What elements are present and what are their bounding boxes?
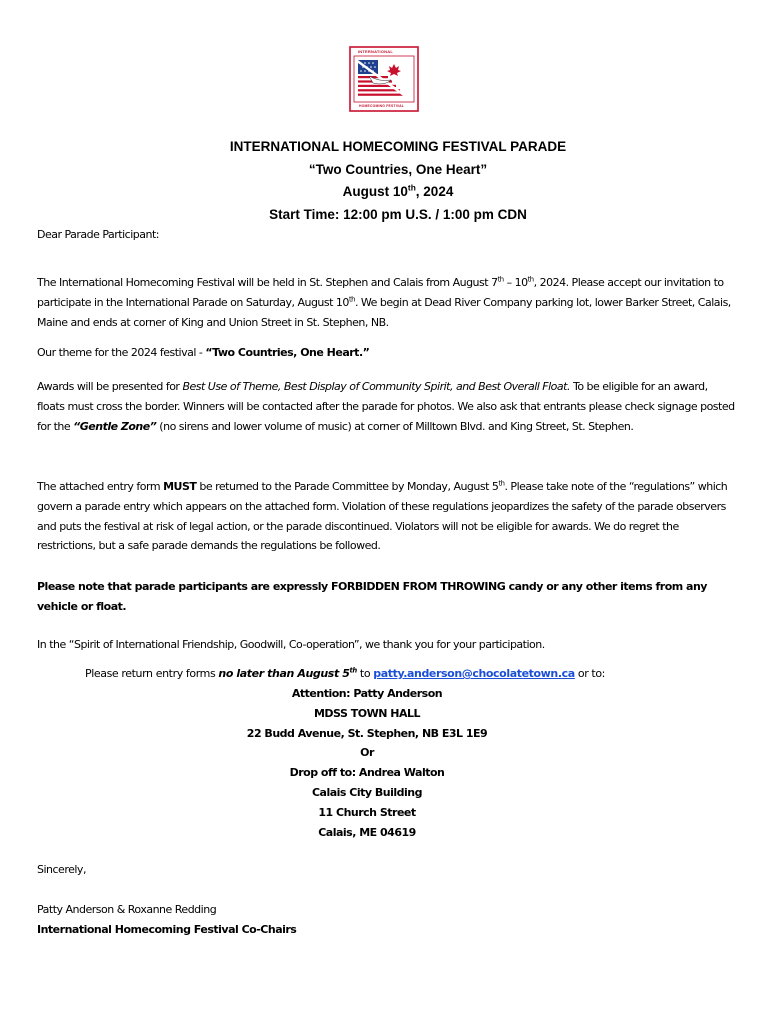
p1-sup-3: th [348,295,355,304]
signer-role: International Homecoming Festival Co-Chairs [37,922,297,936]
parade-date-sup: th [407,182,416,193]
return-deadline [218,667,356,680]
p3-text-c: (no sirens and lower volume of music) at corner of Milltown Blvd. and King Street, St. Stephen. [156,419,634,433]
p4-must: MUST [163,480,197,493]
p3-awards: Best Use of Theme, Best Display of Community Spirit, and Best Overall Float. [182,380,570,393]
paragraph-awards [37,377,737,436]
p1-text-a: The International Homecoming Festival will be held in St. Stephen and Calais from August 7 [37,276,498,289]
address-line: Calais, ME 04619 [318,825,416,839]
p1-text-d: . We begin at Dead River Company parking lot, lower Barker Street, Calais, Maine and ends at corner of King and Union Street in St. Stephen, NB. [37,295,731,329]
email-link[interactable]: patty.anderson@chocolatetown.ca [373,667,575,680]
return-instructions [37,664,737,684]
p4-text-b: be returned to the Parade Committee by Monday, August 5 [196,480,499,493]
return-deadline-text: no later than August 5 [218,667,350,680]
p3-gentle-zone: “Gentle Zone” [73,419,157,433]
address-line: Or [360,746,374,760]
paragraph-no-throwing: Please note that parade participants are expressly FORBIDDEN FROM THROWING candy or any other items from any vehicle or float. [37,580,707,613]
return-to: to [356,667,374,680]
p1-sup-1: th [497,275,504,284]
p1-sup-2: th [527,275,534,284]
p3-text-b: To be eligible for an award, floats must cross the border. Winners will be contacted after the parade for photos. We also ask that entrants please check signage posted for the [37,380,735,433]
p4-text-a: The attached entry form [37,480,164,493]
paragraph-theme [37,343,737,363]
p3-text-a: Awards will be presented for [37,380,183,393]
festival-logo-graphic [349,46,419,112]
p2-text: Our theme for the 2024 festival - [37,346,206,359]
sign-off: Sincerely, [37,863,86,876]
address-line: MDSS TOWN HALL [313,706,421,720]
greeting: Dear Parade Participant: [37,228,159,241]
address-line: Calais City Building [311,785,423,799]
letter-heading [0,136,770,226]
parade-title: INTERNATIONAL HOMECOMING FESTIVAL PARADE [229,139,567,154]
return-or-to: or to: [574,667,605,680]
address-line: 11 Church Street [318,805,416,819]
p1-text-c: , 2024. Please accept our invitation to participate in the International Parade on Saturday, August 10 [37,276,724,309]
p4-sup: th [498,479,505,488]
p4-text-c: . Please take note of the “regulations” which govern a parade entry which appears on the attached form. Violation of these regulations jeopardizes the safety of the parade observers and puts the festival at risk of legal action, or the parade discontinued. Violators will not be eligible for awards. We do regret the restrictions, but a safe parade demands the regulations be followed. [37,480,728,553]
signer-names: Patty Anderson & Roxanne Redding [37,903,217,916]
parade-date [0,181,770,204]
paragraph-thanks: In the “Spirit of International Friendship, Goodwill, Co-operation”, we thank you for your participation. [37,638,545,651]
return-lead: Please return entry forms [85,667,219,680]
return-address [0,684,734,842]
return-deadline-sup: th [349,666,357,675]
address-line: Drop off to: Andrea Walton [289,766,445,780]
parade-date-suffix: , 2024 [415,184,454,199]
parade-theme: “Two Countries, One Heart” [308,161,488,177]
signature-block [37,900,737,940]
parade-start-time: Start Time: 12:00 pm U.S. / 1:00 pm CDN [269,206,527,222]
p1-text-b: – 10 [503,276,528,289]
festival-logo [349,46,419,112]
paragraph-festival-dates [37,273,737,332]
p2-theme: “Two Countries, One Heart.” [205,346,370,359]
paragraph-entry-form [37,477,737,556]
parade-date-prefix: August 10 [342,184,408,199]
logo-bottom-text: HOMECOMING FESTIVAL [359,104,404,108]
address-line: 22 Budd Avenue, St. Stephen, NB E3L 1E9 [246,726,488,740]
address-line: Attention: Patty Anderson [291,687,443,700]
logo-top-text: INTERNATIONAL [358,49,393,54]
